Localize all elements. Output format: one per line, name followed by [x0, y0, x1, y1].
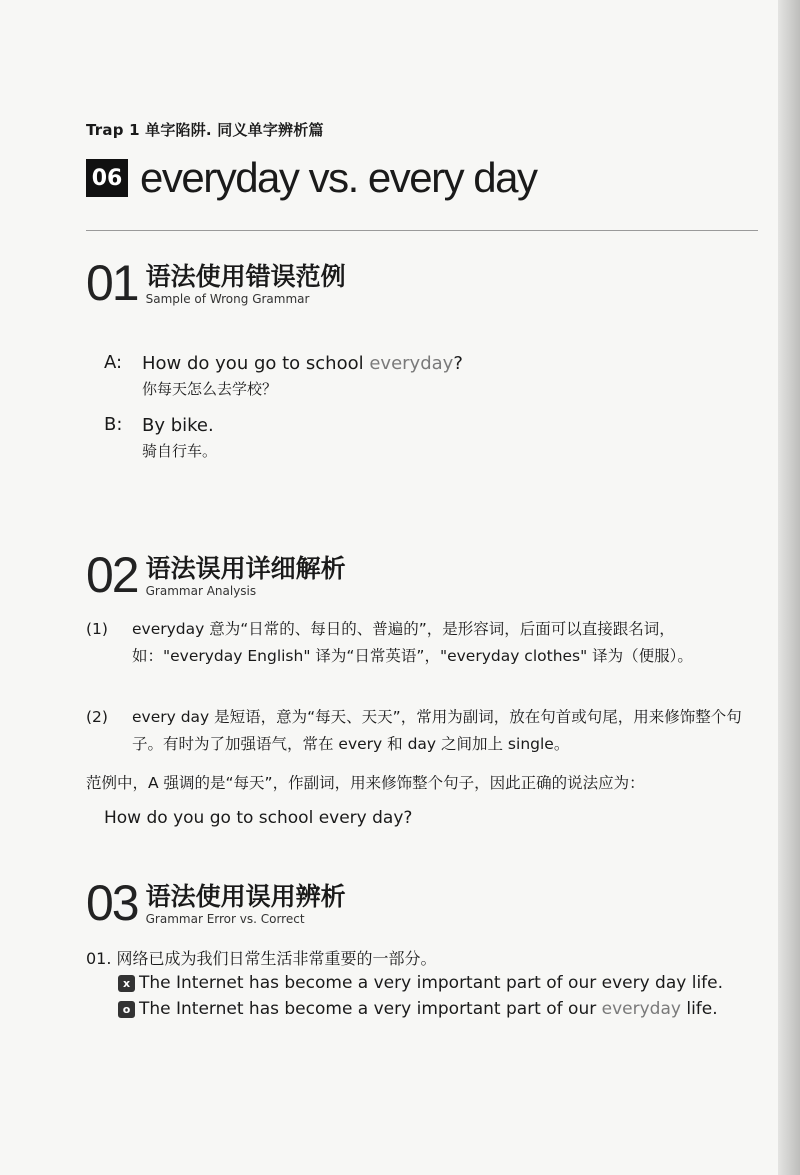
example-text: 网络已成为我们日常生活非常重要的一部分。	[116, 949, 437, 968]
lesson-number-badge: 06	[86, 159, 128, 197]
wrong-sentence: The Internet has become a very important part of our every day life.	[139, 973, 724, 993]
speaker-label: A:	[104, 352, 123, 373]
lesson-heading	[86, 152, 537, 204]
section-title: 语法使用误用辨析	[145, 882, 346, 911]
analysis-point-2	[86, 704, 758, 758]
section-title: 语法误用详细解析	[145, 554, 346, 583]
section-subtitle: Grammar Analysis	[145, 584, 257, 598]
correct-example	[118, 999, 718, 1019]
analysis-point-1	[86, 616, 758, 670]
section-title: 语法使用错误范例	[145, 262, 346, 291]
section-number: 03	[86, 875, 138, 931]
conclusion-text: 范例中，A 强调的是“每天”，作副词，用来修饰整个句子，因此正确的说法应为：	[86, 774, 645, 792]
point-text: every day 是短语，意为“每天、天天”，常用为副词，放在句首或句尾，用来修饰整个句子。有时为了加强语气，常在 every 和 day 之间加上 single。	[132, 708, 742, 753]
wrong-example	[118, 973, 723, 993]
section-number: 01	[86, 255, 138, 311]
chinese-translation: 骑自行车。	[142, 442, 218, 460]
example-chinese	[86, 946, 437, 969]
highlighted-word: everyday	[369, 353, 454, 374]
section-subtitle: Grammar Error vs. Correct	[145, 912, 305, 926]
section-1-heading	[86, 255, 346, 311]
example-number: 01.	[86, 949, 112, 968]
dialog-line-b	[104, 414, 217, 462]
section-2-heading	[86, 547, 346, 603]
point-number: (1)	[86, 620, 108, 638]
lesson-title: everyday vs. every day	[140, 154, 537, 201]
wrong-mark-icon: x	[118, 975, 135, 992]
section-subtitle: Sample of Wrong Grammar	[145, 292, 310, 306]
dialog-line-a	[104, 352, 463, 400]
trap-label: Trap 1 单字陷阱. 同义单字辨析篇	[86, 121, 324, 139]
correct-sentence: How do you go to school every day?	[104, 808, 413, 828]
divider	[86, 230, 758, 231]
point-number: (2)	[86, 708, 108, 726]
section-3-heading	[86, 875, 346, 931]
chinese-translation: 你每天怎么去学校？	[142, 380, 278, 398]
speaker-label: B:	[104, 414, 123, 435]
english-sentence: How do you go to school everyday?	[142, 353, 463, 374]
correct-example-sentence: The Internet has become a very important part of our everyday life.	[139, 999, 718, 1019]
highlighted-word: everyday	[601, 999, 681, 1019]
point-text: everyday 意为“日常的、每日的、普遍的”，是形容词，后面可以直接跟名词，如："everyday English" 译为“日常英语”，"everyday clothes" 译为（便服）。	[132, 620, 693, 665]
correct-mark-icon: o	[118, 1001, 135, 1018]
english-sentence: By bike.	[142, 415, 214, 436]
section-number: 02	[86, 547, 138, 603]
